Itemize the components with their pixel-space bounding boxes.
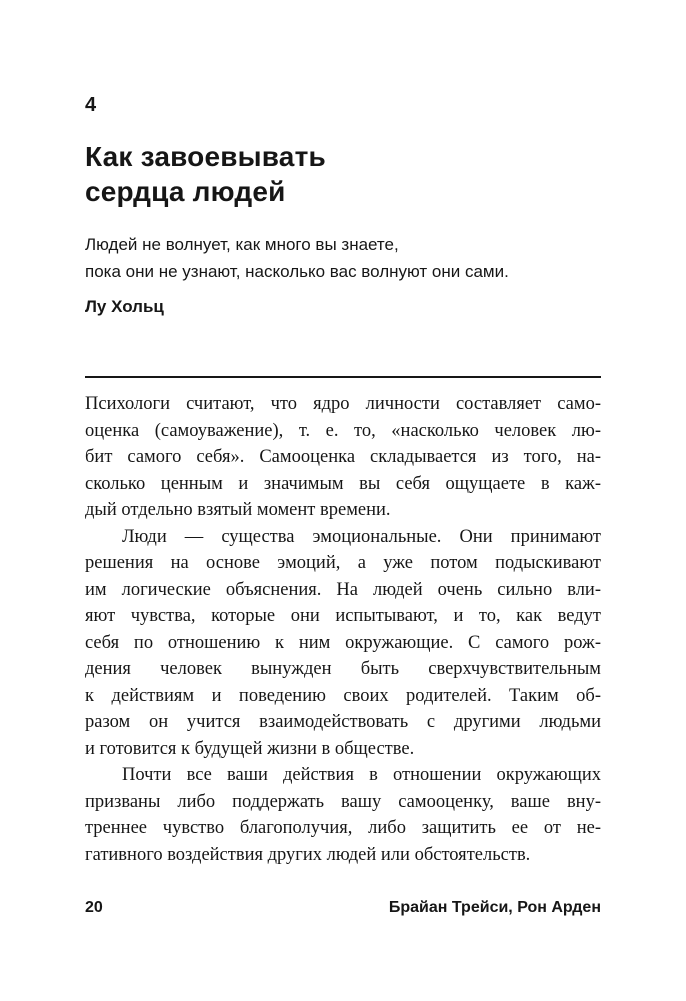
page-footer: [85, 898, 601, 918]
paragraph: [85, 524, 601, 763]
epigraph-line: Людей не волнует, как много вы знаете,: [85, 235, 399, 254]
epigraph-line: пока они не узнают, насколько вас волнуют они сами.: [85, 262, 509, 281]
text-line: сколько ценным и значимым вы себя ощущаете в каж-: [85, 473, 601, 494]
text-line: Почти все ваши действия в отношении окружающих: [122, 765, 601, 785]
chapter-title-line: сердца людей: [85, 176, 286, 207]
text-line: Психологи считают, что ядро личности составляет само-: [85, 394, 601, 414]
text-line: и готовится к будущей жизни в обществе.: [85, 738, 415, 759]
text-line: гативного воздействия других людей или обстоятельств.: [85, 844, 531, 865]
chapter-number: 4: [85, 94, 97, 116]
text-line: призваны либо поддержать вашу самооценку, ваше вну-: [85, 791, 601, 812]
chapter-title-line: Как завоевывать: [85, 141, 326, 172]
paragraph: [85, 391, 601, 524]
text-line: себя по отношению к ним окружающие. С самого рож-: [85, 632, 601, 653]
chapter-title: [85, 139, 601, 209]
text-line: разом он учится взаимодействовать с другими людьми: [85, 712, 601, 732]
page-number: 20: [85, 899, 103, 916]
text-line: к действиям и поведению своих родителей. Таким об-: [85, 685, 601, 706]
text-line: дения человек вынужден быть сверхчувствительным: [85, 659, 601, 679]
text-line: им логические объяснения. На людей очень сильно вли-: [85, 579, 601, 600]
text-line: дый отдельно взятый момент времени.: [85, 500, 391, 520]
text-line: бит самого себя». Самооценка складывается из того, на-: [85, 447, 601, 467]
epigraph: [85, 231, 601, 285]
section-divider: [85, 376, 601, 378]
text-line: решения на основе эмоций, а уже потом подыскивают: [85, 553, 601, 573]
text-line: яют чувства, которые они испытывают, и то, как ведут: [85, 606, 601, 626]
epigraph-author: Лу Хольц: [85, 297, 164, 316]
paragraph: [85, 762, 601, 868]
text-line: оценка (самоуважение), т. е. то, «насколько человек лю-: [85, 420, 601, 441]
text-line: треннее чувство благополучия, либо защитить ее от не-: [85, 818, 601, 838]
text-line: Люди — существа эмоциональные. Они принимают: [122, 526, 601, 547]
body-text: [85, 391, 601, 868]
footer-authors: Брайан Трейси, Рон Арден: [388, 899, 601, 916]
